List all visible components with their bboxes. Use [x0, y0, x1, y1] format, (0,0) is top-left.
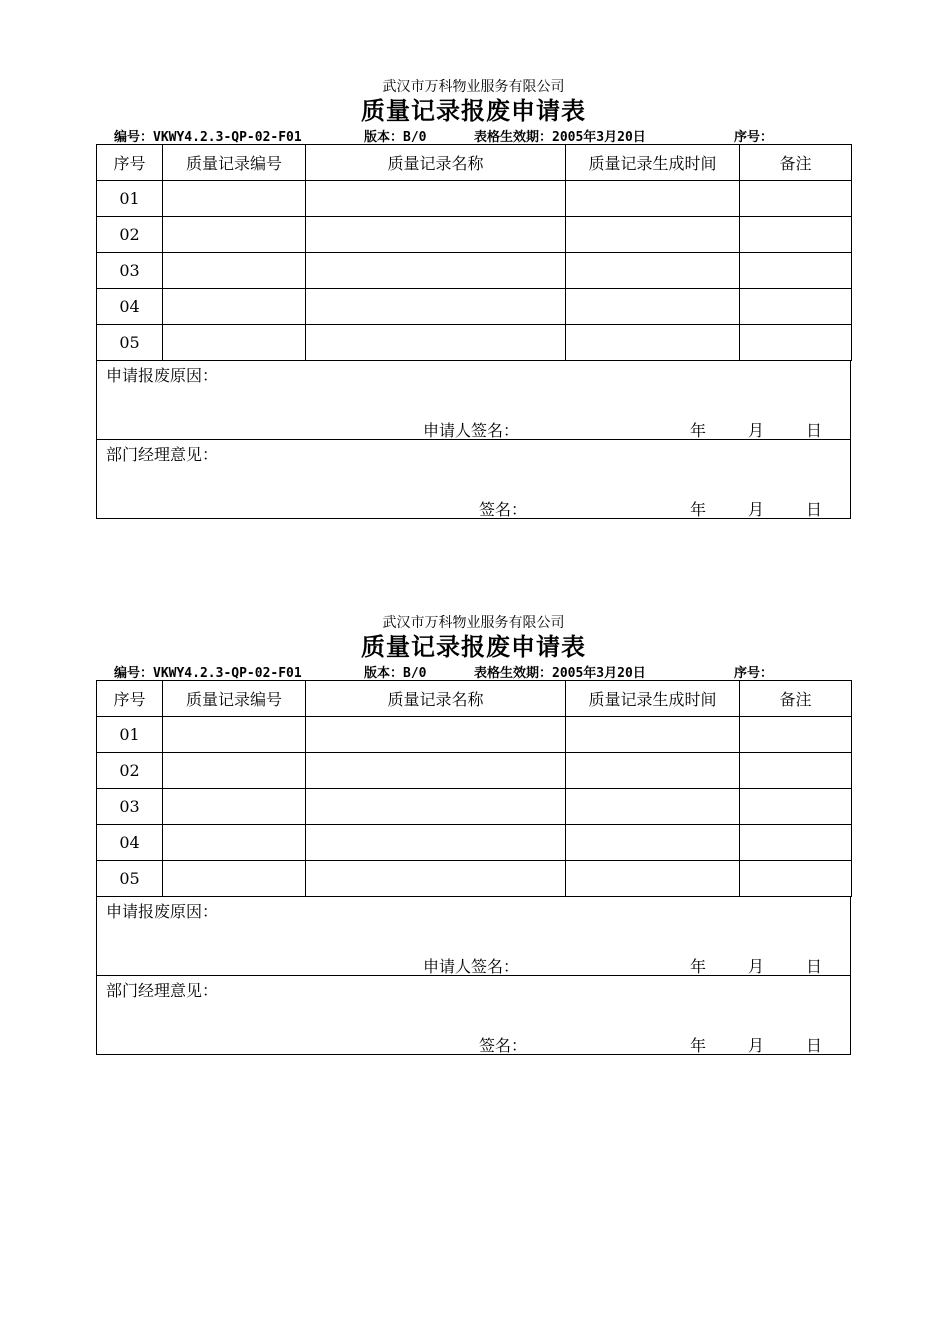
form-code: 编号：VKWY4.2.3-QP-02-F01: [114, 130, 302, 145]
day-label: 日: [806, 421, 823, 440]
remarks-cell[interactable]: [740, 325, 852, 361]
form-serial-number: 序号：: [734, 666, 774, 681]
table-row: [97, 717, 852, 753]
form-title: 质量记录报废申请表: [361, 632, 586, 661]
form-code: 编号：VKWY4.2.3-QP-02-F01: [114, 666, 302, 681]
form-version: 版本：B/0: [364, 130, 427, 145]
row-number: 02: [97, 217, 163, 253]
remarks-cell[interactable]: [740, 753, 852, 789]
month-label: 月: [748, 957, 765, 976]
records-table: [96, 144, 852, 361]
record-name-cell[interactable]: [306, 825, 566, 861]
header-record-time: 质量记录生成时间: [566, 681, 740, 717]
header-remarks: 备注: [740, 681, 852, 717]
record-no-cell[interactable]: [163, 861, 306, 897]
record-no-cell[interactable]: [163, 289, 306, 325]
record-no-cell[interactable]: [163, 253, 306, 289]
year-label: 年: [690, 1036, 707, 1055]
scrap-reason-label: 申请报废原因：: [106, 366, 219, 385]
record-no-cell[interactable]: [163, 717, 306, 753]
year-label: 年: [690, 421, 707, 440]
form-effective-date: 表格生效期：2005年3月20日: [474, 666, 646, 681]
form-meta-line: [96, 662, 851, 680]
row-number: 05: [97, 325, 163, 361]
table-row: [97, 325, 852, 361]
manager-signature-label: 签名：: [479, 500, 528, 519]
manager-signature-label: 签名：: [479, 1036, 528, 1055]
record-no-cell[interactable]: [163, 181, 306, 217]
table-row: [97, 861, 852, 897]
record-name-cell[interactable]: [306, 861, 566, 897]
scrap-application-form-1: [96, 78, 851, 519]
month-label: 月: [748, 421, 765, 440]
record-time-cell[interactable]: [566, 753, 740, 789]
header-record-no: 质量记录编号: [163, 681, 306, 717]
table-row: [97, 289, 852, 325]
remarks-cell[interactable]: [740, 253, 852, 289]
table-row: [97, 753, 852, 789]
scrap-application-form-2: [96, 614, 851, 1055]
record-name-cell[interactable]: [306, 289, 566, 325]
form-title: 质量记录报废申请表: [361, 96, 586, 125]
form-version: 版本：B/0: [364, 666, 427, 681]
table-header-row: [97, 145, 852, 181]
remarks-cell[interactable]: [740, 717, 852, 753]
row-number: 05: [97, 861, 163, 897]
company-name: 武汉市万科物业服务有限公司: [382, 615, 565, 631]
header-record-name: 质量记录名称: [306, 681, 566, 717]
record-name-cell[interactable]: [306, 753, 566, 789]
row-number: 04: [97, 289, 163, 325]
record-name-cell[interactable]: [306, 325, 566, 361]
row-number: 02: [97, 753, 163, 789]
record-time-cell[interactable]: [566, 253, 740, 289]
manager-opinion-section[interactable]: [96, 976, 851, 1055]
table-row: [97, 825, 852, 861]
record-no-cell[interactable]: [163, 217, 306, 253]
table-row: [97, 217, 852, 253]
record-name-cell[interactable]: [306, 253, 566, 289]
day-label: 日: [806, 957, 823, 976]
header-seq: 序号: [97, 681, 163, 717]
row-number: 01: [97, 181, 163, 217]
form-serial-number: 序号：: [734, 130, 774, 145]
remarks-cell[interactable]: [740, 289, 852, 325]
header-remarks: 备注: [740, 145, 852, 181]
remarks-cell[interactable]: [740, 825, 852, 861]
record-no-cell[interactable]: [163, 825, 306, 861]
table-row: [97, 253, 852, 289]
day-label: 日: [806, 500, 823, 519]
scrap-reason-section[interactable]: [96, 361, 851, 440]
scrap-reason-label: 申请报废原因：: [106, 902, 219, 921]
record-time-cell[interactable]: [566, 289, 740, 325]
record-time-cell[interactable]: [566, 217, 740, 253]
row-number: 01: [97, 717, 163, 753]
applicant-signature-label: 申请人签名：: [423, 957, 520, 976]
form-effective-date: 表格生效期：2005年3月20日: [474, 130, 646, 145]
records-table: [96, 680, 852, 897]
form-meta-line: [96, 126, 851, 144]
month-label: 月: [748, 500, 765, 519]
record-name-cell[interactable]: [306, 181, 566, 217]
manager-opinion-section[interactable]: [96, 440, 851, 519]
remarks-cell[interactable]: [740, 789, 852, 825]
record-time-cell[interactable]: [566, 825, 740, 861]
remarks-cell[interactable]: [740, 217, 852, 253]
manager-opinion-label: 部门经理意见：: [106, 445, 219, 464]
record-time-cell[interactable]: [566, 181, 740, 217]
header-record-time: 质量记录生成时间: [566, 145, 740, 181]
record-no-cell[interactable]: [163, 789, 306, 825]
record-time-cell[interactable]: [566, 325, 740, 361]
table-header-row: [97, 681, 852, 717]
company-name: 武汉市万科物业服务有限公司: [382, 79, 565, 95]
remarks-cell[interactable]: [740, 861, 852, 897]
row-number: 03: [97, 789, 163, 825]
record-no-cell[interactable]: [163, 325, 306, 361]
record-name-cell[interactable]: [306, 717, 566, 753]
header-seq: 序号: [97, 145, 163, 181]
remarks-cell[interactable]: [740, 181, 852, 217]
table-row: [97, 789, 852, 825]
record-time-cell[interactable]: [566, 789, 740, 825]
record-name-cell[interactable]: [306, 217, 566, 253]
day-label: 日: [806, 1036, 823, 1055]
month-label: 月: [748, 1036, 765, 1055]
record-time-cell[interactable]: [566, 717, 740, 753]
row-number: 03: [97, 253, 163, 289]
manager-opinion-label: 部门经理意见：: [106, 981, 219, 1000]
record-time-cell[interactable]: [566, 861, 740, 897]
header-record-no: 质量记录编号: [163, 145, 306, 181]
table-row: [97, 181, 852, 217]
header-record-name: 质量记录名称: [306, 145, 566, 181]
scrap-reason-section[interactable]: [96, 897, 851, 976]
applicant-signature-label: 申请人签名：: [423, 421, 520, 440]
record-no-cell[interactable]: [163, 753, 306, 789]
record-name-cell[interactable]: [306, 789, 566, 825]
year-label: 年: [690, 500, 707, 519]
year-label: 年: [690, 957, 707, 976]
row-number: 04: [97, 825, 163, 861]
